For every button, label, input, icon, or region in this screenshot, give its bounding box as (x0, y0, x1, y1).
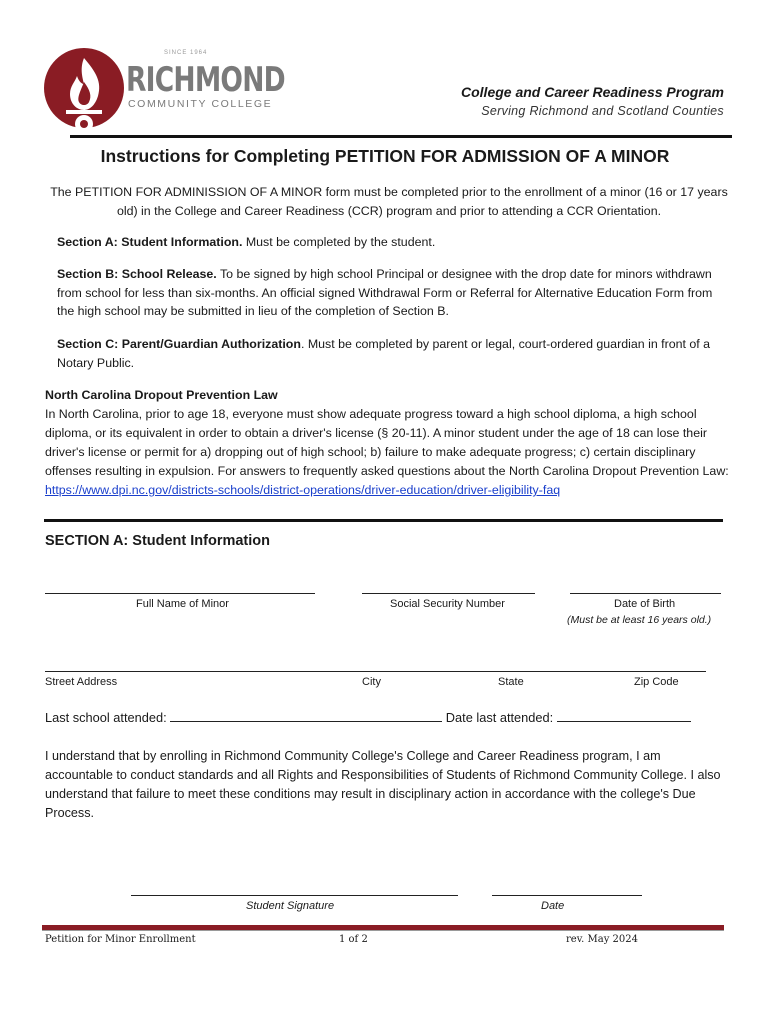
logo-est: SINCE 1964 (164, 50, 208, 56)
last-school-label: Last school attended: (45, 710, 171, 725)
section-a-heading: SECTION A: Student Information (45, 533, 271, 549)
dob-note: (Must be at least 16 years old.) (567, 614, 712, 626)
section-c-label: Section C: Parent/Guardian Authorization (57, 337, 301, 351)
logo-name: RICHMOND (126, 60, 285, 100)
date-last-label: Date last attended: (442, 710, 557, 725)
footer-form-name: Petition for Minor Enrollment (45, 934, 196, 945)
section-b-instructions (57, 265, 729, 321)
full-name-label: Full Name of Minor (136, 598, 229, 610)
state-label: State (498, 676, 524, 688)
program-title: College and Career Readiness Program (461, 84, 724, 100)
dropout-law-block (45, 386, 729, 500)
header-divider (70, 135, 732, 138)
section-a-instructions (57, 233, 729, 252)
student-signature-label: Student Signature (246, 900, 335, 912)
program-subtitle: Serving Richmond and Scotland Counties (481, 104, 724, 118)
college-logo (44, 44, 285, 136)
intro-paragraph: The PETITION FOR ADMINISSION OF A MINOR form must be completed prior to the enrollment of a minor (16 or 17 years old) in the College and Career Readiness (CCR) program and prior to attending a CCR Orientation. (50, 185, 728, 218)
address-field[interactable] (45, 671, 706, 672)
signature-date-field[interactable] (492, 895, 642, 896)
section-b-text: To be signed by high school Principal or designee with the drop date for minors withdrawn from school for less than six-months. An official signed Withdrawal Form or Referral for Alternative Education Form from the high school may be submitted in lieu of the completion of Section B. (57, 267, 713, 318)
city-label: City (362, 676, 381, 688)
law-text: In North Carolina, prior to age 18, everyone must show adequate progress toward a high school diploma, a high school diploma, or its equivalent in order to obtain a driver's license (§ 20-11). A minor student under the age of 18 can lose their driver's license or permit for a) dropping out of high school; b) failure to make adequate progress; c) certain disciplinary offenses resulting in expulsion. For answers to frequently asked questions about the North Carolina Dropout Prevention Law: (45, 407, 729, 478)
footer-page-number: 1 of 2 (339, 934, 368, 945)
ssn-field[interactable] (362, 593, 535, 594)
section-c-instructions (57, 335, 729, 372)
date-last-field[interactable] (557, 710, 691, 722)
flame-gear-icon (44, 44, 124, 136)
dob-field[interactable] (570, 593, 721, 594)
footer-divider-thin (42, 930, 724, 931)
last-school-field[interactable] (170, 710, 442, 722)
signature-date-label: Date (541, 900, 565, 912)
section-b-label: Section B: School Release. (57, 267, 217, 281)
document-title: Instructions for Completing PETITION FOR ADMISSION OF A MINOR (100, 146, 670, 166)
law-heading: North Carolina Dropout Prevention Law (45, 388, 278, 402)
dob-label: Date of Birth (614, 598, 676, 610)
faq-link[interactable]: https://www.dpi.nc.gov/districts-schools/district-operations/driver-education/driver-eligibility-faq (45, 483, 561, 497)
street-label: Street Address (45, 676, 118, 688)
last-school-row (45, 710, 691, 725)
zip-label: Zip Code (634, 676, 679, 688)
student-signature-field[interactable] (131, 895, 458, 896)
logo-subname: COMMUNITY COLLEGE (128, 98, 273, 110)
section-c-text: . Must be completed by parent or legal, court-ordered guardian in front of a Notary Public. (57, 337, 711, 370)
agreement-text: I understand that by enrolling in Richmond Community College's College and Career Readiness program, I am accountable to conduct standards and all Rights and Responsibilities of Students of Richmond Community College. I also understand that failure to meet these conditions may result in disciplinary action in accordance with the college's Due Process. (45, 749, 721, 820)
ssn-label: Social Security Number (390, 598, 505, 610)
section-a-label: Section A: Student Information. (57, 235, 243, 249)
section-a-text: Must be completed by the student. (242, 235, 436, 249)
full-name-field[interactable] (45, 593, 315, 594)
section-divider (44, 519, 723, 522)
footer-revision: rev. May 2024 (566, 934, 638, 945)
